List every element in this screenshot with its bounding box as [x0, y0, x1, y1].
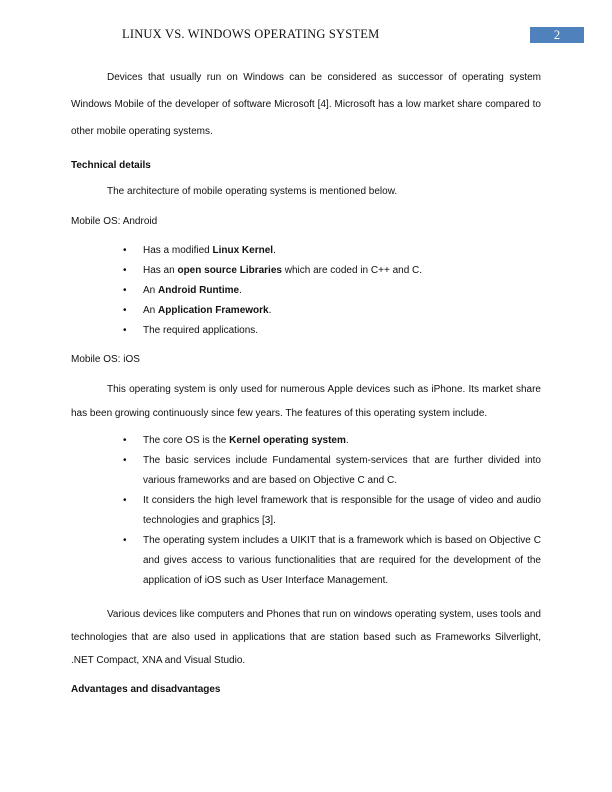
section-heading-advantages: Advantages and disadvantages	[71, 684, 221, 695]
list-item: • The required applications.	[143, 321, 541, 341]
list-item: • It considers the high level framework that is responsible for the usage of video and audio technologies and graphics [3].	[143, 491, 541, 531]
bullet-icon: •	[123, 325, 127, 336]
list-item: • An Android Runtime.	[143, 281, 541, 301]
bullet-icon: •	[123, 535, 127, 546]
page-content	[71, 64, 541, 700]
bullet-icon: •	[123, 435, 127, 446]
list-item: • An Application Framework.	[143, 301, 541, 321]
section-heading-technical: Technical details	[71, 160, 151, 171]
page-number-badge: 2	[530, 27, 584, 43]
bullet-icon: •	[123, 495, 127, 506]
bullet-icon: •	[123, 265, 127, 276]
list-item: • The operating system includes a UIKIT that is a framework which is based on Objective C and gives access to various functionalities that are required for the development of the application of iOS such as User Interface Management.	[143, 531, 541, 591]
windows-paragraph: Various devices like computers and Phones that run on windows operating system, uses tools and technologies that are also used in applications that are station based such as Frameworks Silverlight, .NET Compact, XNA and Visual Studio.	[71, 609, 541, 666]
bullet-icon: •	[123, 285, 127, 296]
list-item: • Has an open source Libraries which are coded in C++ and C.	[143, 261, 541, 281]
intro-paragraph: Devices that usually run on Windows can be considered as successor of operating system Windows Mobile of the developer of software Microsoft [4]. Microsoft has a low market share compared to other mobile operating systems.	[71, 72, 541, 137]
list-item: • The core OS is the Kernel operating system.	[143, 431, 541, 451]
ios-paragraph: This operating system is only used for numerous Apple devices such as iPhone. Its market share has been growing continuously since few years. The features of this operating system include.	[71, 384, 541, 419]
bullet-icon: •	[123, 455, 127, 466]
android-label: Mobile OS: Android	[71, 216, 158, 227]
running-header-title: LINUX VS. WINDOWS OPERATING SYSTEM	[122, 27, 380, 41]
ios-bullet-list	[71, 431, 541, 591]
list-item: • The basic services include Fundamental system-services that are further divided into various frameworks and are based on Objective C and C.	[143, 451, 541, 491]
bullet-icon: •	[123, 305, 127, 316]
bullet-icon: •	[123, 245, 127, 256]
ios-label: Mobile OS: iOS	[71, 354, 140, 365]
list-item: • Has a modified Linux Kernel.	[143, 241, 541, 261]
android-bullet-list	[71, 241, 541, 341]
architecture-paragraph: The architecture of mobile operating systems is mentioned below.	[107, 186, 398, 197]
